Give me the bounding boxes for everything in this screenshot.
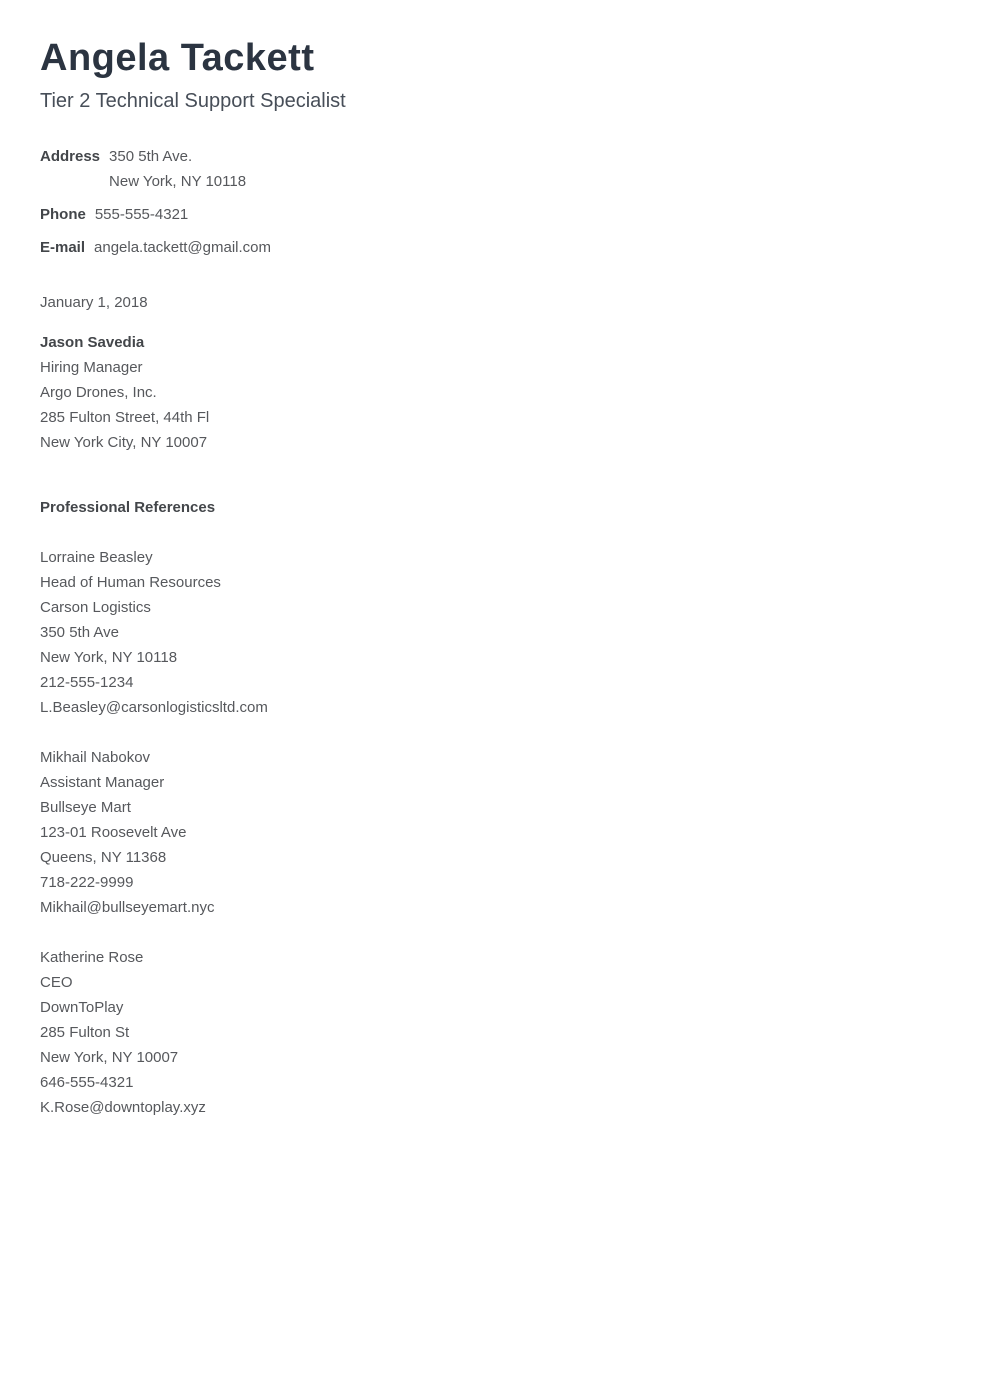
reference-company: Bullseye Mart [40, 799, 131, 816]
reference-title: CEO [40, 974, 73, 991]
recipient-name: Jason Savedia [40, 334, 145, 351]
reference-address-line-1: 350 5th Ave [40, 624, 119, 641]
reference-block-2 [40, 745, 950, 920]
reference-company: DownToPlay [40, 999, 124, 1016]
contact-label-phone: Phone [40, 206, 86, 223]
reference-address-line-1: 285 Fulton St [40, 1024, 130, 1041]
contact-value-phone [95, 202, 188, 227]
reference-address-line-2: Queens, NY 11368 [40, 849, 167, 866]
reference-address-line-1: 123-01 Roosevelt Ave [40, 824, 187, 841]
section-heading-professional-references: Professional References [40, 499, 216, 516]
reference-name: Lorraine Beasley [40, 549, 153, 566]
contact-label-email: E-mail [40, 239, 86, 256]
reference-name: Mikhail Nabokov [40, 749, 151, 766]
contact-row-address [40, 144, 950, 194]
reference-name: Katherine Rose [40, 949, 144, 966]
reference-block-1 [40, 545, 950, 720]
reference-email: L.Beasley@carsonlogisticsltd.com [40, 699, 268, 716]
phone-number: 555-555-4321 [94, 206, 189, 223]
reference-title: Assistant Manager [40, 774, 165, 791]
contact-label-address: Address [40, 148, 101, 165]
contact-block [40, 144, 950, 260]
contact-value-address [109, 144, 246, 194]
reference-address-line-2: New York, NY 10007 [40, 1049, 179, 1066]
reference-email: Mikhail@bullseyemart.nyc [40, 899, 215, 916]
job-title: Tier 2 Technical Support Specialist [40, 90, 346, 112]
address-line-2: New York, NY 10118 [109, 173, 247, 190]
letter-date: January 1, 2018 [40, 294, 148, 311]
reference-phone: 212-555-1234 [40, 674, 134, 691]
reference-phone: 646-555-4321 [40, 1074, 134, 1091]
reference-email: K.Rose@downtoplay.xyz [40, 1099, 206, 1116]
reference-company: Carson Logistics [40, 599, 151, 616]
recipient-title: Hiring Manager [40, 359, 143, 376]
contact-row-email [40, 235, 950, 260]
contact-row-phone [40, 202, 950, 227]
email-address: angela.tackett@gmail.com [94, 239, 271, 256]
recipient-address-line-2: New York City, NY 10007 [40, 434, 208, 451]
recipient-block [40, 330, 950, 455]
contact-value-email [94, 235, 271, 260]
address-line-1: 350 5th Ave. [109, 148, 193, 165]
reference-title: Head of Human Resources [40, 574, 221, 591]
page-title: Angela Tackett [40, 37, 315, 79]
reference-block-3 [40, 945, 950, 1120]
reference-phone: 718-222-9999 [40, 874, 134, 891]
recipient-company: Argo Drones, Inc. [40, 384, 157, 401]
reference-address-line-2: New York, NY 10118 [40, 649, 178, 666]
recipient-address-line-1: 285 Fulton Street, 44th Fl [40, 409, 210, 426]
